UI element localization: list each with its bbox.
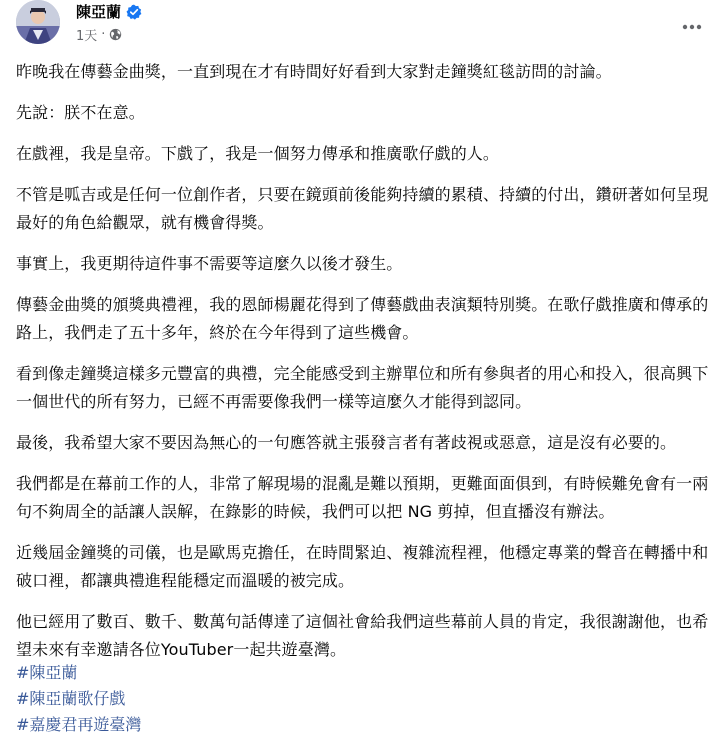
post-time[interactable]: 1天 — [76, 28, 98, 44]
hashtag-link[interactable]: #陳亞蘭 — [16, 663, 78, 682]
post-paragraph: 不管是呱吉或是任何一位創作者，只要在鏡頭前後能夠持續的累積、持續的付出，鑽研著如何呈現最好的角色給觀眾，就有機會得獎。 — [16, 185, 709, 232]
author-row — [76, 2, 142, 22]
post-paragraph: 傳藝金曲獎的頒獎典禮裡，我的恩師楊麗花得到了傳藝戲曲表演類特別獎。在歌仔戲推廣和傳承的路上，我們走了五十多年，終於在今年得到了這些機會。 — [16, 295, 709, 342]
more-horizontal-icon — [682, 15, 702, 34]
meta-separator: · — [101, 26, 106, 42]
post-paragraph: 他已經用了數百、數千、數萬句話傳達了這個社會給我們這些幕前人員的肯定，我很謝謝他，也希望未來有幸邀請各位YouTuber一起共遊臺灣。 — [16, 612, 709, 659]
hashtag-link[interactable]: #嘉慶君再遊臺灣 — [16, 715, 142, 734]
author-name[interactable]: 陳亞蘭 — [76, 3, 122, 21]
post-header — [16, 0, 710, 48]
post-meta — [76, 26, 122, 42]
hashtag-link[interactable]: #陳亞蘭歌仔戲 — [16, 689, 126, 708]
post-body — [16, 58, 710, 677]
more-options-button[interactable] — [674, 6, 710, 42]
post-paragraph: 昨晚我在傳藝金曲獎，一直到現在才有時間好好看到大家對走鐘獎紅毯訪問的討論。 — [16, 62, 612, 81]
post-paragraph: 看到像走鐘獎這樣多元豐富的典禮，完全能感受到主辦單位和所有參與者的用心和投入，很高興下一個世代的所有努力，已經不再需要像我們一樣等這麼久才能得到認同。 — [16, 364, 709, 411]
avatar-image — [16, 0, 60, 44]
post-paragraph: 近幾屆金鐘獎的司儀，也是歐馬克擔任，在時間緊迫、複雜流程裡，他穩定專業的聲音在轉播中和破口裡，都讓典禮進程能穩定而溫暖的被完成。 — [16, 543, 709, 590]
globe-icon[interactable] — [109, 28, 122, 41]
avatar[interactable] — [16, 0, 60, 44]
post-paragraph: 我們都是在幕前工作的人，非常了解現場的混亂是難以預期，更難面面俱到，有時候難免會有一兩句不夠周全的話讓人誤解，在錄影的時候，我們可以把 NG 剪掉，但直播沒有辦法。 — [16, 474, 709, 521]
post-paragraph: 最後，我希望大家不要因為無心的一句應答就主張發言者有著歧視或惡意，這是沒有必要的。 — [16, 433, 677, 452]
post-paragraph: 先說：朕不在意。 — [16, 103, 145, 122]
post-paragraph: 在戲裡，我是皇帝。下戲了，我是一個努力傳承和推廣歌仔戲的人。 — [16, 144, 500, 163]
hashtag-list — [16, 660, 710, 738]
post-paragraph: 事實上，我更期待這件事不需要等這麼久以後才發生。 — [16, 254, 403, 273]
verified-badge-icon — [126, 4, 142, 20]
